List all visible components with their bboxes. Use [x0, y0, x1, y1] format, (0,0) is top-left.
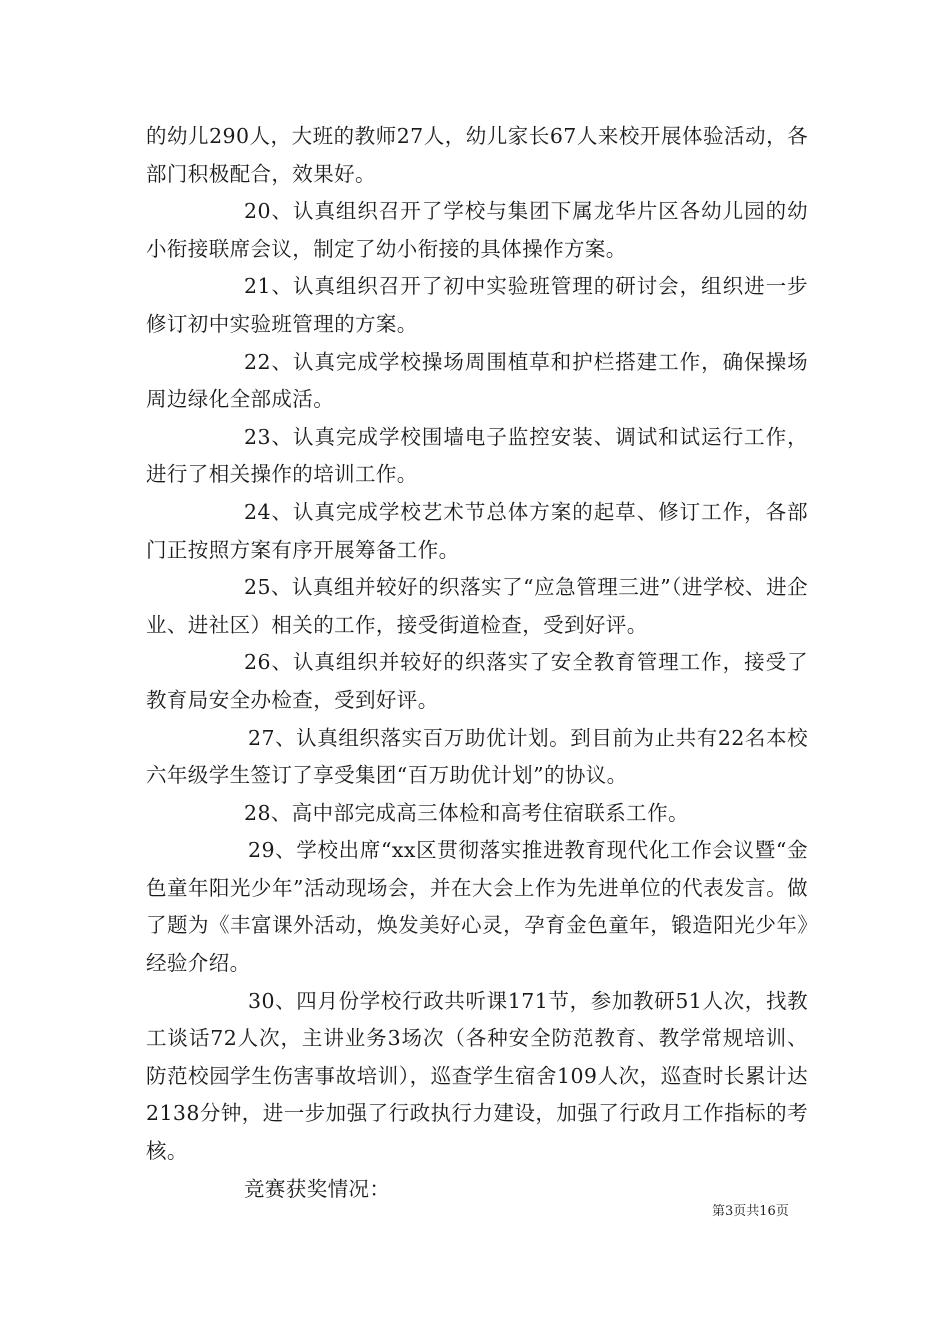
document-body: [146, 118, 808, 1208]
paragraph-item-28: 28、高中部完成高三体检和高考住宿联系工作。: [244, 800, 689, 825]
paragraph-item-27: 27、认真组织落实百万助优计划。到目前为止共有22名本校六年级学生签订了享受集团“百万助优计划”的协议。: [146, 725, 808, 788]
page-number: 第3页共16页: [712, 1204, 789, 1219]
paragraph-continuation: 的幼儿290人，大班的教师27人，幼儿家长67人来校开展体验活动，各部门积极配合，效果好。: [146, 124, 808, 186]
paragraph-item-23: 23、认真完成学校围墙电子监控安装、调试和试运行工作，进行了相关操作的培训工作。: [146, 424, 808, 487]
paragraph-item-26: 26、认真组织并较好的织落实了安全教育管理工作，接受了教育局安全办检查，受到好评。: [146, 650, 808, 712]
paragraph-item-20: 20、认真组织召开了学校与集团下属龙华片区各幼儿园的幼小衔接联席会议，制定了幼小衔接的具体操作方案。: [146, 199, 808, 261]
paragraph-item-21: 21、认真组织召开了初中实验班管理的研讨会，组织进一步修订初中实验班管理的方案。: [146, 274, 808, 336]
paragraph-item-30: 30、四月份学校行政共听课171节，参加教研51人次，找教工谈话72人次，主讲业务3场次（各种安全防范教育、教学常规培训、防范校园学生伤害事故培训），巡查学生宿舍109人次，巡查时长累计达2138分钟，进一步加强了行政执行力建设，加强了行政月工作指标的考核。: [146, 988, 808, 1164]
paragraph-item-24: 24、认真完成学校艺术节总体方案的起草、修订工作，各部门正按照方案有序开展筹备工作。: [146, 499, 808, 562]
paragraph-item-22: 22、认真完成学校操场周围植草和护栏搭建工作，确保操场周边绿化全部成活。: [146, 349, 808, 412]
paragraph-item-25: 25、认真组并较好的织落实了“应急管理三进”（进学校、进企业、进社区）相关的工作，接受街道检查，受到好评。: [146, 575, 808, 637]
paragraph-item-29: 29、学校出席“xx区贯彻落实推进教育现代化工作会议暨“金色童年阳光少年”活动现场会，并在大会上作为先进单位的代表发言。做了题为《丰富课外活动，焕发美好心灵，孕育金色童年，锻造阳光少年》经验介绍。: [146, 838, 808, 976]
section-heading-awards: 竞赛获奖情况：: [244, 1176, 391, 1201]
